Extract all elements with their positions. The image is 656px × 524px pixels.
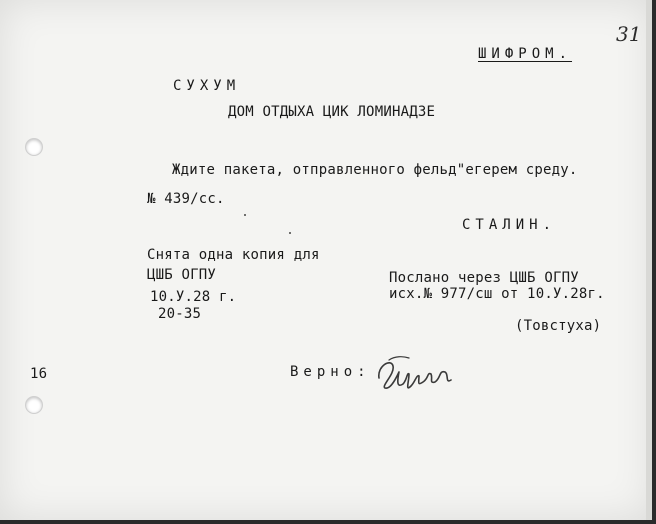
secretary-name: (Товстуха) <box>515 318 602 334</box>
sent-note-line1: Послано через ЦШБ ОГПУ <box>389 270 579 286</box>
copy-note-date: 10.У.28 г. <box>150 289 237 305</box>
ink-dot <box>289 232 291 234</box>
punch-hole-bottom <box>26 397 42 413</box>
document-number: № 439/сс. <box>147 191 225 207</box>
handwritten-page-number: 31 <box>616 22 642 46</box>
punch-hole-top <box>26 139 42 155</box>
signer: СТАЛИН. <box>462 217 557 233</box>
message: Ждите пакета, отправленного фельд"егерем среду. <box>172 162 578 178</box>
certified-label: Верно: <box>290 364 371 380</box>
header-cipher: ШИФРОМ. <box>478 46 573 62</box>
handwritten-signature <box>375 352 457 398</box>
page-edge <box>646 0 652 520</box>
addressee: ДОМ ОТДЫХА ЦИК ЛОМИНАДЗЕ <box>228 104 436 120</box>
margin-number: 16 <box>30 366 48 382</box>
sent-note-line2: исх.№ 977/сш от 10.У.28г. <box>389 286 605 302</box>
ink-dot <box>244 214 246 216</box>
copy-note-time: 20-35 <box>158 306 202 322</box>
copy-note-line2: ЦШБ ОГПУ <box>147 267 217 283</box>
copy-note-line1: Снята одна копия для <box>147 247 320 263</box>
city: СУХУМ <box>173 78 241 94</box>
